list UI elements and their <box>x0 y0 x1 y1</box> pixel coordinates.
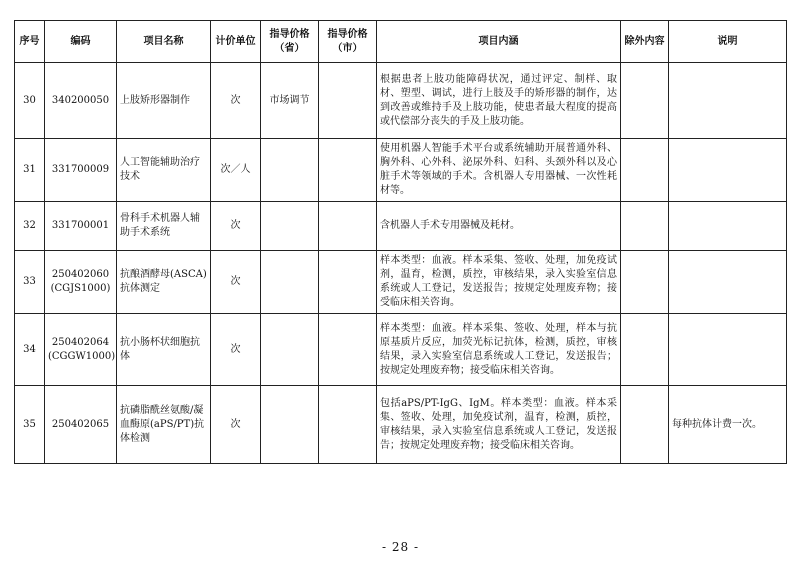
header-row <box>15 21 787 63</box>
cell-content: 根据患者上肢功能障碍状况，通过评定、制样、取材、塑型、调试，进行上肢及手的矫形器的制作，达到改善或维持手及上肢功能，使患者最大程度的提高或代偿部分丧失的手及上肢功能。 <box>377 63 621 139</box>
pricing-table <box>14 20 787 464</box>
cell-seq: 34 <box>15 314 45 386</box>
header-excluded: 除外内容 <box>621 21 669 63</box>
cell-name: 抗小肠杯状细胞抗体 <box>117 314 211 386</box>
cell-note <box>669 202 787 251</box>
cell-unit: 次／人 <box>211 139 261 202</box>
cell-excluded <box>621 386 669 464</box>
cell-name: 骨科手术机器人辅助手术系统 <box>117 202 211 251</box>
table-row <box>15 386 787 464</box>
table-row <box>15 314 787 386</box>
cell-price-province <box>261 202 319 251</box>
cell-code: 250402065 <box>45 386 117 464</box>
cell-name: 抗磷脂酰丝氨酸/凝血酶原(aPS/PT)抗体检测 <box>117 386 211 464</box>
cell-excluded <box>621 202 669 251</box>
cell-seq: 30 <box>15 63 45 139</box>
cell-excluded <box>621 139 669 202</box>
header-note: 说明 <box>669 21 787 63</box>
cell-note <box>669 251 787 314</box>
cell-seq: 35 <box>15 386 45 464</box>
cell-code: 250402064 (CGGW1000) <box>45 314 117 386</box>
cell-name: 上肢矫形器制作 <box>117 63 211 139</box>
cell-excluded <box>621 251 669 314</box>
header-code: 编码 <box>45 21 117 63</box>
cell-unit: 次 <box>211 314 261 386</box>
cell-price-province: 市场调节 <box>261 63 319 139</box>
cell-price-province <box>261 386 319 464</box>
cell-note <box>669 63 787 139</box>
table-row <box>15 63 787 139</box>
cell-unit: 次 <box>211 63 261 139</box>
cell-code: 340200050 <box>45 63 117 139</box>
cell-code: 250402060 (CGJS1000) <box>45 251 117 314</box>
header-name: 项目名称 <box>117 21 211 63</box>
cell-name: 人工智能辅助治疗技术 <box>117 139 211 202</box>
cell-excluded <box>621 63 669 139</box>
cell-price-province <box>261 139 319 202</box>
cell-note: 每种抗体计费一次。 <box>669 386 787 464</box>
header-content: 项目内涵 <box>377 21 621 63</box>
cell-content: 使用机器人智能手术平台或系统辅助开展普通外科、胸外科、心外科、泌尿外科、妇科、头颈外科以及心脏手术等领域的手术。含机器人专用器械、一次性耗材等。 <box>377 139 621 202</box>
cell-price-city <box>319 251 377 314</box>
table-row <box>15 202 787 251</box>
cell-price-province <box>261 251 319 314</box>
cell-price-city <box>319 314 377 386</box>
cell-content: 样本类型：血液。样本采集、签收、处理，样本与抗原基质片反应，加荧光标记抗体，检测，质控，审核结果，录入实验室信息系统或人工登记，发送报告；按规定处理废弃物；接受临床相关咨询。 <box>377 314 621 386</box>
header-price-city: 指导价格（市） <box>319 21 377 63</box>
page-number: - 28 - <box>381 540 419 554</box>
cell-note <box>669 314 787 386</box>
cell-unit: 次 <box>211 386 261 464</box>
cell-seq: 32 <box>15 202 45 251</box>
cell-content: 含机器人手术专用器械及耗材。 <box>377 202 621 251</box>
cell-excluded <box>621 314 669 386</box>
cell-price-city <box>319 202 377 251</box>
cell-price-city <box>319 63 377 139</box>
cell-unit: 次 <box>211 202 261 251</box>
cell-price-city <box>319 386 377 464</box>
cell-price-city <box>319 139 377 202</box>
cell-seq: 31 <box>15 139 45 202</box>
table-row <box>15 139 787 202</box>
cell-note <box>669 139 787 202</box>
cell-code: 331700001 <box>45 202 117 251</box>
cell-content: 包括aPS/PT-IgG、IgM。样本类型：血液。样本采集、签收、处理，加免疫试剂，温育，检测，质控，审核结果，录入实验室信息系统或人工登记，发送报告；按规定处理废弃物；接受临床相关咨询。 <box>377 386 621 464</box>
cell-code: 331700009 <box>45 139 117 202</box>
cell-price-province <box>261 314 319 386</box>
cell-seq: 33 <box>15 251 45 314</box>
cell-content: 样本类型：血液。样本采集、签收、处理，加免疫试剂，温育，检测，质控，审核结果，录入实验室信息系统或人工登记，发送报告；按规定处理废弃物；接受临床相关咨询。 <box>377 251 621 314</box>
header-seq: 序号 <box>15 21 45 63</box>
header-price-province: 指导价格（省） <box>261 21 319 63</box>
cell-unit: 次 <box>211 251 261 314</box>
table-row <box>15 251 787 314</box>
cell-name: 抗酿酒酵母(ASCA)抗体测定 <box>117 251 211 314</box>
header-unit: 计价单位 <box>211 21 261 63</box>
